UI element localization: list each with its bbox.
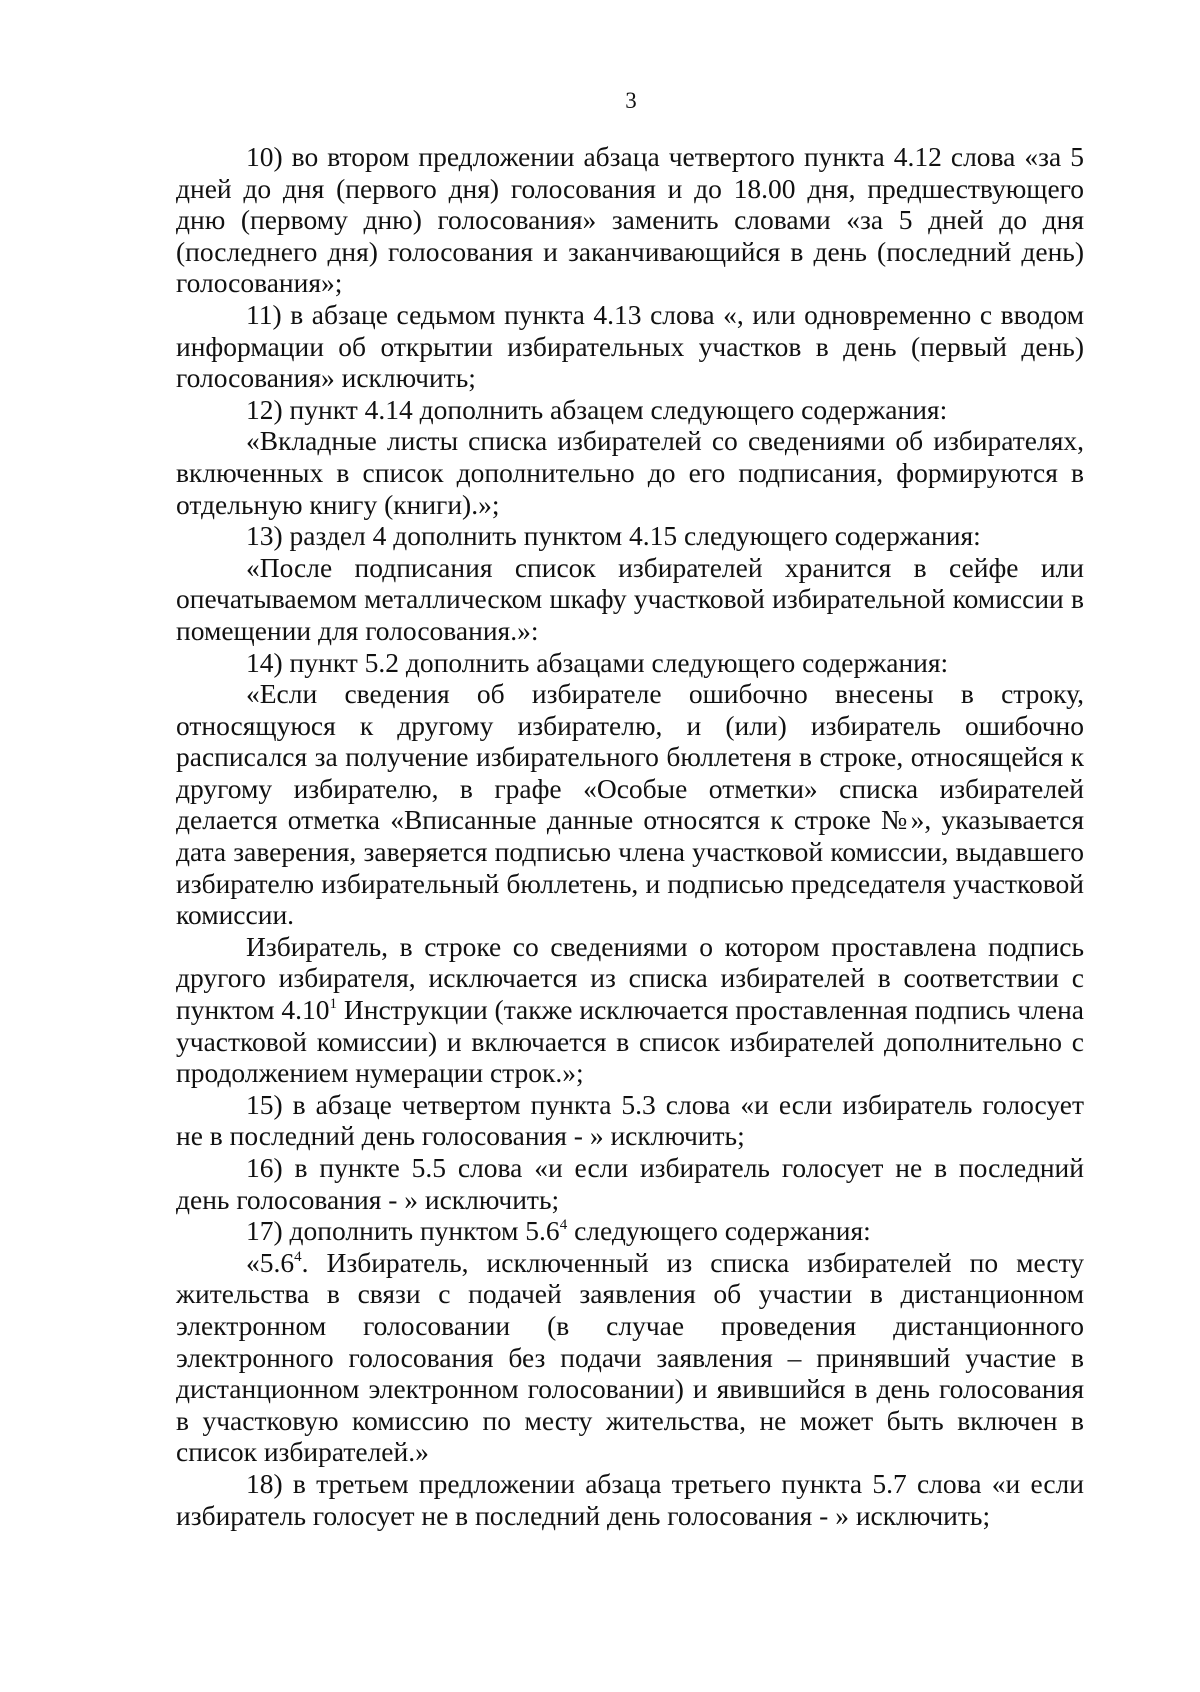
superscript: 4	[559, 1217, 568, 1234]
paragraph-text: Избиратель, в строке со сведениями о котором проставлена подпись другого избирателя, исключается из списка избирателей в соответствии с пунктом 4.10	[176, 930, 1084, 1026]
paragraph-item-17	[176, 1215, 1084, 1247]
paragraph-item-14: 14) пункт 5.2 дополнить абзацами следующего содержания:	[246, 646, 949, 678]
superscript: 1	[329, 996, 337, 1013]
paragraph-item-13: 13) раздел 4 дополнить пунктом 4.15 следующего содержания:	[246, 520, 981, 552]
paragraph-item-18: 18) в третьем предложении абзаца третьего пункта 5.7 слова «и если избиратель голосует не в последний день голосования - » исключить;	[176, 1467, 1084, 1531]
quoted-paragraph-5-6-4	[176, 1247, 1084, 1468]
page-number: 3	[625, 88, 637, 113]
paragraph-item-10: 10) во втором предложении абзаца четвертого пункта 4.12 слова «за 5 дней до дня (первого дня) голосования и до 18.00 дня, предшествующего дню (первому дню) голосования» заменить словами «за 5 дней до дня (последнего дня) голосования и заканчивающийся в день (последний день) голосования»;	[176, 141, 1084, 299]
quoted-paragraph-4-15: «После подписания список избирателей хранится в сейфе или опечатываемом металлическом шкафу участковой избирательной комиссии в помещении для голосования.»:	[176, 551, 1084, 646]
quoted-paragraph-4-14: «Вкладные листы списка избирателей со сведениями об избирателях, включенных в список дополнительно до его подписания, формируются в отдельную книгу (книги).»;	[176, 425, 1084, 520]
paragraph-item-11: 11) в абзаце седьмом пункта 4.13 слова «, или одновременно с вводом информации об открытии избирательных участков в день (первый день) голосования» исключить;	[176, 298, 1084, 394]
document-body	[176, 141, 1084, 1531]
paragraph-text: следующего содержания:	[567, 1215, 871, 1247]
paragraph-item-15: 15) в абзаце четвертом пункта 5.3 слова «и если избиратель голосует не в последний день голосования - » исключить;	[176, 1088, 1084, 1152]
quoted-paragraph-5-2-second	[176, 931, 1084, 1089]
paragraph-text: 17) дополнить пунктом 5.6	[246, 1215, 560, 1247]
paragraph-item-16: 16) в пункте 5.5 слова «и если избиратель голосует не в последний день голосования - » исключить;	[176, 1152, 1084, 1215]
paragraph-item-12: 12) пункт 4.14 дополнить абзацем следующего содержания:	[246, 393, 948, 425]
paragraph-text: . Избиратель, исключенный из списка избирателей по месту жительства в связи с подачей заявления об участии в дистанционном электронном голосовании (в случае проведения дистанционного электронного голосования без подачи заявления – принявший участие в дистанционном электронном голосовании) и явившийся в день голосования в участковую комиссию по месту жительства, не может быть включен в список избирателей.»	[176, 1246, 1084, 1468]
superscript: 4	[294, 1248, 302, 1265]
quoted-paragraph-5-2-first: «Если сведения об избирателе ошибочно внесены в строку, относящуюся к другому избирателю, и (или) избиратель ошибочно расписался за получение избирательного бюллетеня в строке, относящейся к другому избирателю, в графе «Особые отметки» списка избирателей делается отметка «Вписанные данные относятся к строке №», указывается дата заверения, заверяется подписью члена участковой комиссии, выдавшего избирателю избирательный бюллетень, и подписью председателя участковой комиссии.	[176, 678, 1084, 931]
paragraph-text: Инструкции (также исключается проставленная подпись члена участковой комиссии) и включается в список избирателей дополнительно с продолжением нумерации строк.»;	[176, 994, 1084, 1089]
paragraph-text: «5.6	[246, 1246, 295, 1278]
